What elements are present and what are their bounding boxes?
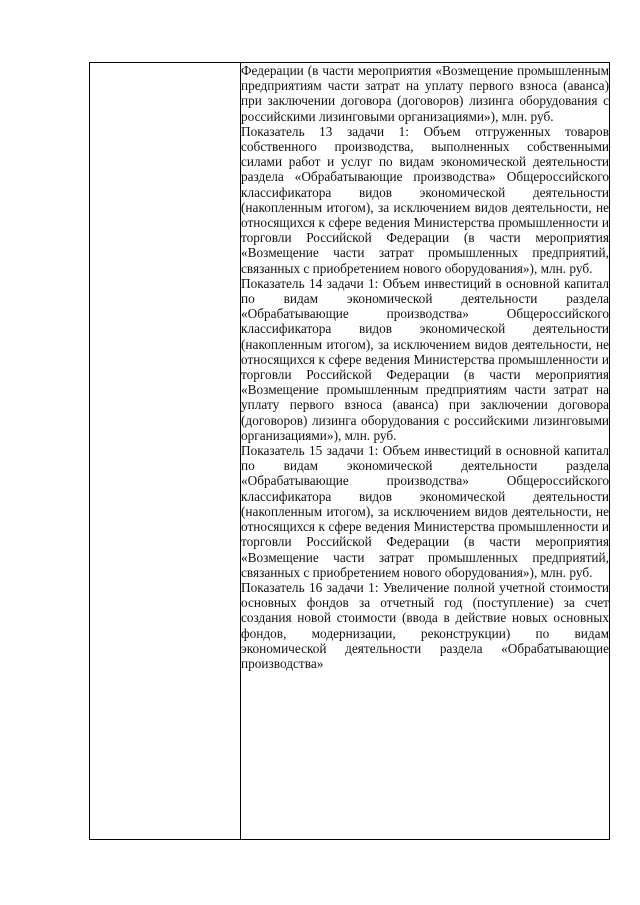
empty-left-cell: [90, 63, 241, 840]
paragraph-indicator-14: Показатель 14 задачи 1: Объем инвестиций в основной капитал по видам экономической деятельности раздела «Обрабатывающие производства» Общероссийского классификатора видов экономической деятельности (накопленным итогом), за исключением видов деятельности, не относящихся к сфере ведения Министерства промышленности и торговли Российской Федерации (в части мероприятия «Возмещение промышленным предприятиям части затрат на уплату первого взноса (аванса) при заключении договора (договоров) лизинга оборудования с российскими лизинговыми организациями»), млн. руб.: [241, 275, 609, 443]
cell-text: [241, 63, 609, 671]
paragraph-indicator-16: Показатель 16 задачи 1: Увеличение полной учетной стоимости основных фондов за отчетный год (поступление) за счет создания новой стоимости (ввода в действие новых основных фондов, модернизации, реконструкции) по видам экономической деятельности раздела «Обрабатывающие производства»: [241, 579, 609, 671]
document-table: [89, 62, 610, 840]
indicator-description-cell: [241, 63, 610, 840]
paragraph-indicator-13: Показатель 13 задачи 1: Объем отгруженных товаров собственного производства, выполненных собственными силами работ и услуг по видам экономической деятельности раздела «Обрабатывающие производства» Общероссийского классификатора видов экономической деятельности (накопленным итогом), за исключением видов деятельности, не относящихся к сфере ведения Министерства промышленности и торговли Российской Федерации (в части мероприятия «Возмещение части затрат промышленных предприятий, связанных с приобретением нового оборудования»), млн. руб.: [241, 123, 609, 276]
table-row: [90, 63, 610, 840]
paragraph-continuation: Федерации (в части мероприятия «Возмещение промышленным предприятиям части затрат на уплату первого взноса (аванса) при заключении договора (договоров) лизинга оборудования с российскими лизинговыми организациями»), млн. руб.: [241, 63, 609, 124]
paragraph-indicator-15: Показатель 15 задачи 1: Объем инвестиций в основной капитал по видам экономической деятельности раздела «Обрабатывающие производства» Общероссийского классификатора видов экономической деятельности (накопленным итогом), за исключением видов деятельности, не относящихся к сфере ведения Министерства промышленности и торговли Российской Федерации (в части мероприятия «Возмещение части затрат промышленных предприятий, связанных с приобретением нового оборудования»), млн. руб.: [241, 443, 609, 580]
